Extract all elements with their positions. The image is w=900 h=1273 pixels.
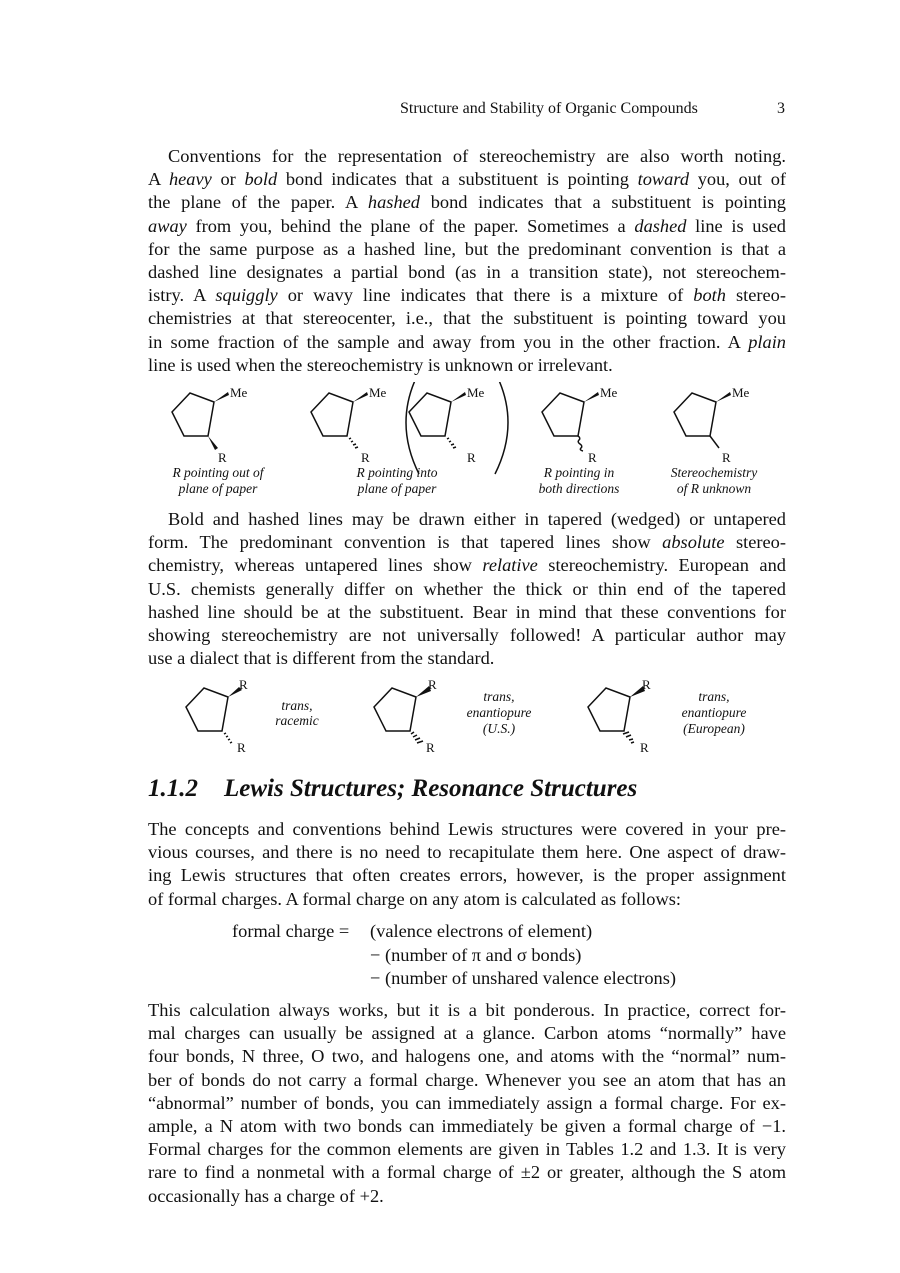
svg-text:trans,: trans,	[281, 698, 313, 713]
r-label: R	[218, 450, 227, 465]
para3-line: vious courses, and there is no need to recapitulate them here. One aspect of draw-	[148, 842, 786, 863]
svg-text:plane of paper: plane of paper	[357, 481, 437, 496]
para2-line: chemistry, whereas untapered lines show relative stereochemistry. European and	[148, 555, 786, 576]
me-label: Me	[467, 385, 485, 400]
me-label: Me	[230, 385, 248, 400]
r-label: R	[428, 677, 437, 692]
para1-line: istry. A squiggly or wavy line indicates that there is a mixture of both stereo-	[148, 285, 787, 306]
para1-line: in some fraction of the sample and away from you in the other fraction. A plain	[148, 331, 786, 352]
svg-text:of R unknown: of R unknown	[676, 481, 752, 496]
para4-line: ample, a N atom with two bonds can immediately be given a formal charge of −1.	[148, 1116, 786, 1137]
r-label: R	[237, 740, 246, 755]
svg-text:trans,: trans,	[483, 689, 515, 704]
label-us	[467, 689, 532, 736]
para4-line: mal charges can usually be assigned at a glance. Carbon atoms “normally” have	[148, 1023, 786, 1044]
cyclopentane-plain-bond	[674, 385, 750, 465]
section-number: 1.1.2	[148, 775, 198, 802]
para2-line: Bold and hashed lines may be drawn either in tapered (wedged) or untapered	[168, 509, 786, 529]
stereo-bonds-svg	[148, 382, 788, 504]
para3-line: The concepts and conventions behind Lewis structures were covered in your pre-	[148, 819, 786, 839]
para2-line: U.S. chemists generally differ on whether the thick or thin end of the tapered	[148, 578, 786, 599]
tapered-bonds-svg	[148, 674, 788, 760]
r-label: R	[361, 450, 370, 465]
r-label: R	[239, 677, 248, 692]
figure-tapered-bonds	[148, 674, 788, 760]
para2-line: form. The predominant convention is that tapered lines show absolute stereo-	[148, 532, 787, 553]
para1-line: for the same purpose as a hashed line, but the predominant convention is that a	[148, 238, 786, 259]
svg-text:(U.S.): (U.S.)	[482, 721, 516, 736]
page-number: 3	[777, 100, 785, 117]
equation-lhs: formal charge =	[232, 921, 354, 941]
me-label: Me	[732, 385, 750, 400]
svg-text:R pointing into: R pointing into	[356, 465, 438, 480]
para4-line: “abnormal” number of bonds, you can immediately assign a formal charge. For ex-	[148, 1092, 786, 1113]
r-label: R	[642, 677, 651, 692]
caption-squiggly	[539, 465, 620, 496]
cyclopentane-trans-enantiopure-us	[374, 677, 437, 755]
equation-line-3: − (number of unshared valence electrons)	[370, 968, 677, 988]
section-title: Lewis Structures; Resonance Structures	[224, 775, 638, 802]
cyclopentane-hashed-bond	[311, 385, 387, 465]
para4-line: Formal charges for the common elements are given in Tables 1.2 and 1.3. It is very	[148, 1139, 786, 1160]
cyclopentane-trans-racemic	[186, 677, 248, 755]
paragraph-formal-charge-intro	[148, 818, 786, 911]
me-label: Me	[369, 385, 387, 400]
para1-line: dashed line designates a partial bond (as in a transition state), not stereochem-	[148, 262, 786, 283]
paragraph-formal-charge-practice	[148, 999, 786, 1208]
caption-plain	[671, 465, 757, 496]
paragraph-tapered-bonds	[148, 508, 786, 670]
r-label: R	[588, 450, 597, 465]
r-label: R	[426, 740, 435, 755]
svg-text:enantiopure: enantiopure	[681, 705, 747, 720]
equation-line-1: (valence electrons of element)	[370, 921, 593, 941]
para4-line: ber of bonds do not carry a formal charge. Whenever you see an atom that has an	[148, 1069, 786, 1090]
r-label: R	[467, 450, 476, 465]
svg-text:racemic: racemic	[275, 713, 319, 728]
svg-text:(European): (European)	[683, 721, 745, 736]
svg-text:R pointing out of: R pointing out of	[172, 465, 264, 480]
para1-line: away from you, behind the plane of the paper. Sometimes a dashed line is used	[148, 215, 786, 236]
paragraph-stereo-conventions	[148, 145, 786, 377]
para1-line: A heavy or bold bond indicates that a substituent is pointing toward you, out of	[148, 169, 787, 190]
svg-text:both directions: both directions	[538, 481, 620, 496]
r-label: R	[722, 450, 731, 465]
para1-line: line is used when the stereochemistry is unknown or irrelevant.	[148, 354, 613, 375]
para2-line: hashed line should be at the substituent. Bear in mind that these conventions for	[148, 601, 786, 622]
label-racemic	[275, 698, 318, 728]
figure-stereo-bonds	[148, 382, 788, 504]
r-label: R	[640, 740, 649, 755]
para1-line: Conventions for the representation of stereochemistry are also worth noting.	[168, 146, 786, 166]
caption-bold	[171, 465, 265, 496]
para4-line: occasionally has a charge of +2.	[148, 1185, 384, 1206]
svg-text:Stereochemistry: Stereochemistry	[670, 465, 758, 480]
me-label: Me	[600, 385, 618, 400]
section-heading	[148, 775, 637, 803]
svg-text:R pointing in: R pointing in	[543, 465, 615, 480]
label-european	[682, 689, 747, 736]
para4-line: four bonds, N three, O two, and halogens one, and atoms with the “normal” num-	[148, 1046, 786, 1067]
cyclopentane-bold-bond	[172, 385, 248, 465]
para4-line: rare to find a nonmetal with a formal charge of ±2 or greater, although the S atom	[148, 1162, 786, 1183]
para3-line: of formal charges. A formal charge on any atom is calculated as follows:	[148, 888, 681, 909]
para4-line: This calculation always works, but it is a bit ponderous. In practice, correct for-	[148, 1000, 786, 1020]
equation-line-2: − (number of π and σ bonds)	[370, 944, 582, 965]
para2-line: use a dialect that is different from the standard.	[148, 648, 495, 669]
para1-line: chemistries at that stereocenter, i.e., that the substituent is pointing toward you	[148, 308, 786, 329]
caption-hashed	[356, 465, 438, 496]
header-title: Structure and Stability of Organic Compounds	[400, 100, 698, 117]
para3-line: ing Lewis structures that often creates errors, however, is the proper assignment	[148, 865, 786, 886]
para1-line: the plane of the paper. A hashed bond indicates that a substituent is pointing	[148, 192, 786, 213]
cyclopentane-squiggly-bond	[542, 385, 618, 465]
para2-line: showing stereochemistry are not universally followed! A particular author may	[148, 625, 786, 646]
cyclopentane-trans-enantiopure-european	[588, 677, 651, 755]
svg-text:plane of paper: plane of paper	[178, 481, 258, 496]
svg-text:enantiopure: enantiopure	[466, 705, 532, 720]
cyclopentane-hashed-bond-parenthesised	[406, 382, 508, 474]
svg-text:trans,: trans,	[698, 689, 730, 704]
